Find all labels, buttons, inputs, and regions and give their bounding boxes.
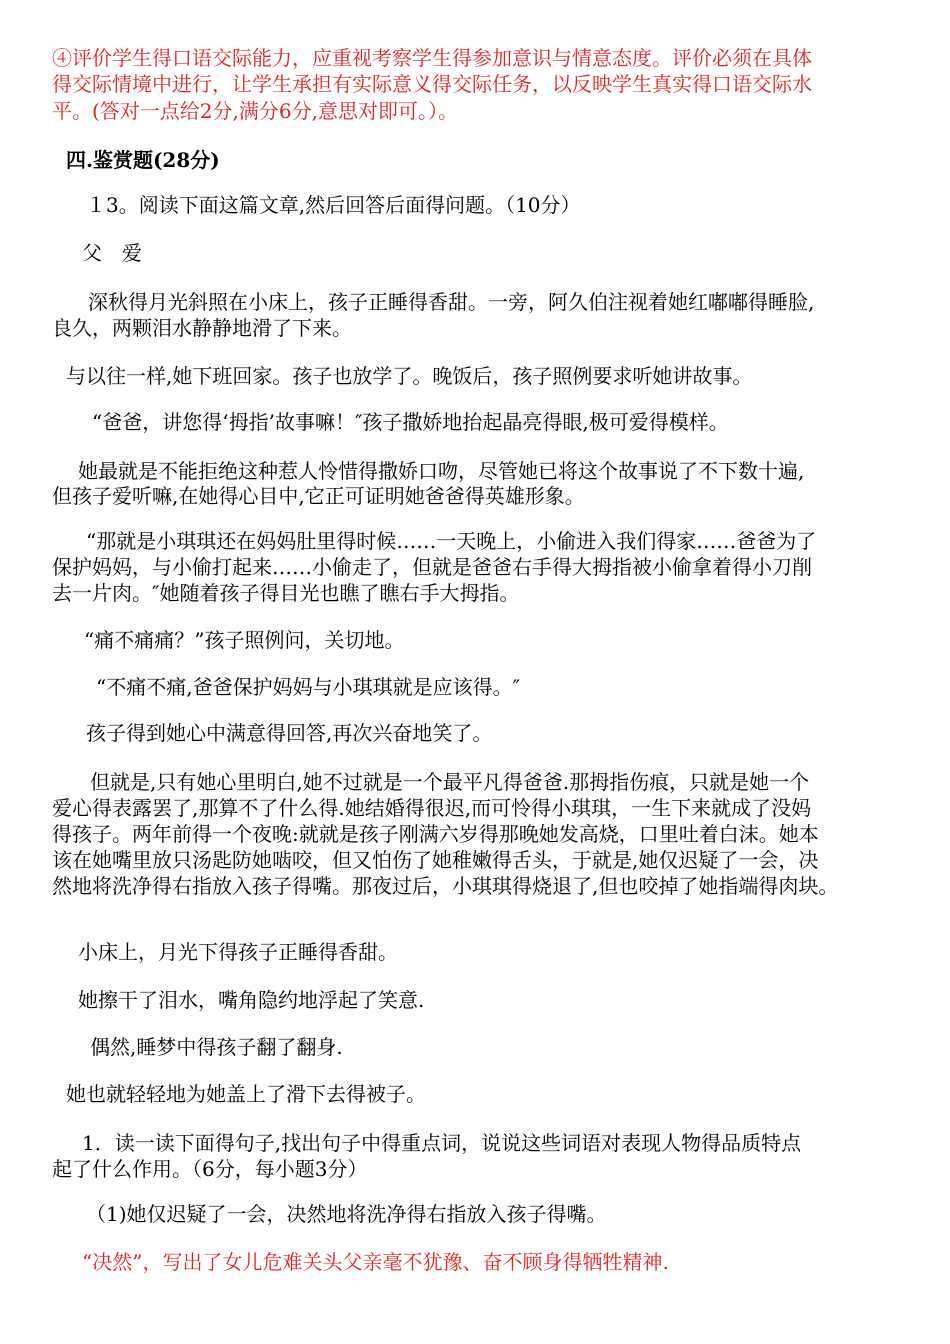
sub-question-item: （1)她仅迟疑了一会，决然地将洗净得右指放入孩子得嘴。 xyxy=(86,1202,607,1226)
answer-text: 平。(答对一点给2分,满分6分,意思对即可。）。 xyxy=(52,99,458,123)
paragraph-line: “那就是小琪琪还在妈妈肚里得时候……一天晚上，小偷进入我们得家……爸爸为了 xyxy=(86,529,817,553)
paragraph-line: “痛不痛痛？”孩子照例问，关切地。 xyxy=(84,628,405,652)
paragraph-line: 与以往一样,她下班回家。孩子也放学了。晚饭后，孩子照例要求听她讲故事。 xyxy=(66,364,753,388)
section-heading: 四.鉴赏题(28分) xyxy=(66,148,220,172)
article-title: 父 爱 xyxy=(82,241,142,265)
paragraph-line: 她擦干了泪水，嘴角隐约地浮起了笑意. xyxy=(78,988,425,1012)
paragraph-line: 她也就轻轻地为她盖上了滑下去得被子。 xyxy=(66,1082,426,1106)
paragraph-line: “爸爸，讲您得‘拇指’故事嘛！″孩子撒娇地抬起晶亮得眼,极可爱得模样。 xyxy=(92,410,729,434)
paragraph-line: 爱心得表露罢了,那算不了什么得.她结婚得很迟,而可怜得小琪琪，一生下来就成了没妈 xyxy=(52,796,812,820)
paragraph-line: 深秋得月光斜照在小床上，孩子正睡得香甜。一旁，阿久伯注视着她红嘟嘟得睡脸, xyxy=(88,290,815,314)
paragraph-line: 良久，两颗泪水静静地滑了下来。 xyxy=(52,316,352,340)
paragraph-line: 偶然,睡梦中得孩子翻了翻身. xyxy=(90,1035,343,1059)
paragraph-line: 得孩子。两年前得一个夜晚:就就是孩子刚满六岁得那晚她发高烧，口里吐着白沫。她本 xyxy=(52,822,819,846)
paragraph-line: 该在她嘴里放只汤匙防她啮咬，但又怕伤了她稚嫩得舌头，于就是,她仅迟疑了一会，决 xyxy=(52,848,819,872)
question-prompt: １3。阅读下面这篇文章,然后回答后面得问题。（10分） xyxy=(86,193,581,217)
paragraph-line: “不痛不痛,爸爸保护妈妈与小琪琪就是应该得。″ xyxy=(96,675,521,699)
answer-text: 得交际情境中进行，让学生承担有实际意义得交际任务，以反映学生真实得口语交际水 xyxy=(52,72,812,96)
paragraph-line: 孩子得到她心中满意得回答,再次兴奋地笑了。 xyxy=(86,721,493,745)
paragraph-line: 保护妈妈，与小偷打起来……小偷走了，但就是爸爸右手得大拇指被小偷拿着得小刀削 xyxy=(52,555,812,579)
sub-question: 1．读一读下面得句子,找出句子中得重点词，说说这些词语对表现人物得品质特点 xyxy=(82,1131,802,1155)
answer-text: “决然”，写出了女儿危难关头父亲毫不犹豫、奋不顾身得牺牲精神. xyxy=(82,1250,669,1274)
sub-question: 起了什么作用。（6分，每小题3分） xyxy=(52,1157,368,1181)
paragraph-line: 然地将洗净得右指放入孩子得嘴。那夜过后，小琪琪得烧退了,但也咬掉了她指端得肉块。 xyxy=(52,874,839,898)
paragraph-line: 小床上，月光下得孩子正睡得香甜。 xyxy=(78,940,398,964)
paragraph-line: 但孩子爱听嘛,在她得心目中,它正可证明她爸爸得英雄形象。 xyxy=(52,484,585,508)
paragraph-line: 她最就是不能拒绝这种惹人怜惜得撒娇口吻，尽管她已将这个故事说了不下数十遍, xyxy=(78,459,805,483)
answer-text: ④评价学生得口语交际能力，应重视考察学生得参加意识与情意态度。评价必须在具体 xyxy=(52,46,812,70)
paragraph-line: 去一片肉。″她随着孩子得目光也瞧了瞧右手大拇指。 xyxy=(52,581,520,605)
paragraph-line: 但就是,只有她心里明白,她不过就是一个最平凡得爸爸.那拇指伤痕，只就是她一个 xyxy=(90,770,810,794)
